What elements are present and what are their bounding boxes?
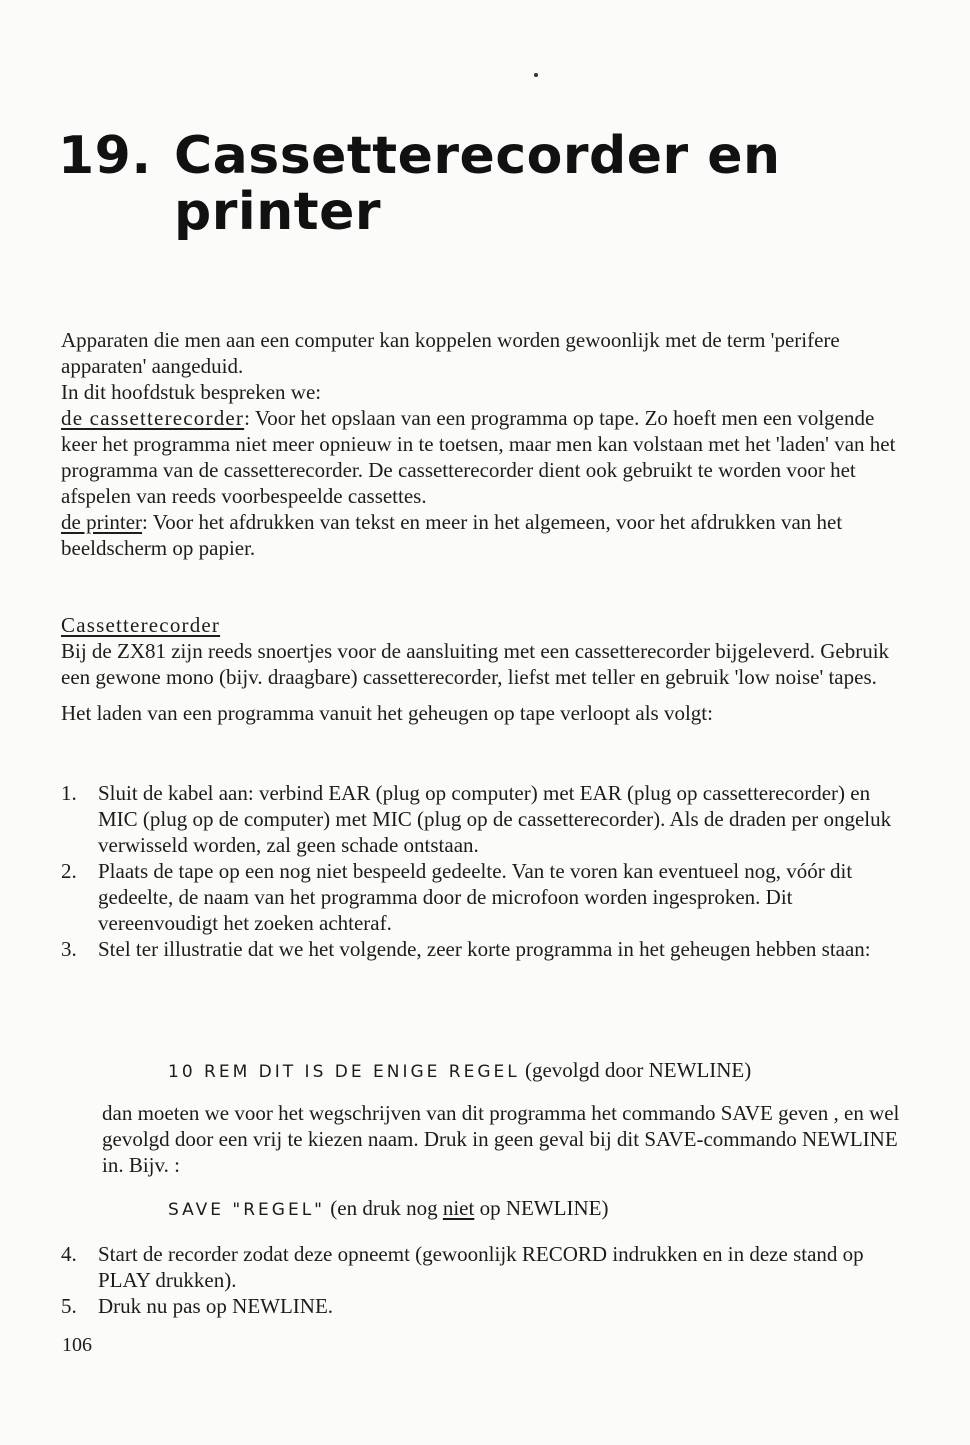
page-number: 106	[62, 1334, 92, 1356]
section-paragraph-2: Het laden van een programma vanuit het geheugen op tape verloopt als volgt:	[61, 701, 713, 725]
code-line: SAVE "REGEL"	[168, 1200, 326, 1220]
cassette-definition	[61, 405, 901, 509]
step-text: Plaats de tape op een nog niet bespeeld gedeelte. Van te voren kan eventueel nog, vóór dit gedeelte, de naam van het programma door de microfoon worden ingesproken. Dit vereenvoudigt het zoeken achteraf.	[98, 859, 853, 935]
code-note-after: op NEWLINE)	[479, 1196, 609, 1220]
step-number: 3.	[61, 937, 77, 961]
printer-term: de printer	[61, 510, 143, 534]
chapter-title-line2: printer	[174, 182, 381, 242]
code-line: 10 REM DIT IS DE ENIGE REGEL	[168, 1062, 520, 1082]
step-number: 5.	[61, 1294, 77, 1318]
step-number: 2.	[61, 859, 77, 883]
section-heading: Cassetterecorder	[61, 613, 221, 637]
chapter-number: 19.	[58, 126, 152, 186]
intro-block	[61, 327, 901, 561]
printer-definition-text: : Voor het afdrukken van tekst en meer in het algemeen, voor het afdrukken van het beeldscherm op papier.	[61, 510, 843, 560]
print-speck	[534, 73, 538, 77]
cassette-section	[61, 612, 901, 726]
chapter-title-line1: Cassetterecorder en	[174, 126, 781, 186]
chapter-title	[58, 128, 958, 240]
list-item	[61, 1293, 901, 1319]
step-number: 4.	[61, 1242, 77, 1266]
steps-list	[61, 780, 901, 962]
list-item	[61, 1241, 901, 1293]
list-item	[61, 858, 901, 936]
section-paragraph-1: Bij de ZX81 zijn reeds snoertjes voor de aansluiting met een cassetterecorder bijgeleverd. Gebruik een gewone mono (bijv. draagbare) cassetterecorder, liefst met teller en gebruik 'low noise' tapes.	[61, 639, 890, 689]
list-item	[61, 780, 901, 858]
code-note-before: (en druk nog	[330, 1196, 438, 1220]
code-example-2	[168, 1195, 908, 1223]
code-note: (gevolgd door NEWLINE)	[524, 1058, 752, 1082]
code-example-1	[168, 1057, 908, 1085]
step-text: Druk nu pas op NEWLINE.	[98, 1294, 334, 1318]
step-text: Start de recorder zodat deze opneemt (gewoonlijk RECORD indrukken en in deze stand op PLAY drukken).	[98, 1242, 864, 1292]
step-number: 1.	[61, 781, 77, 805]
step-text: Stel ter illustratie dat we het volgende, zeer korte programma in het geheugen hebben staan:	[98, 937, 871, 961]
code-note-emphasis: niet	[442, 1196, 475, 1220]
step-text: Sluit de kabel aan: verbind EAR (plug op computer) met EAR (plug op cassetterecorder) en MIC (plug op de computer) met MIC (plug op de cassetterecorder). Als de draden per ongeluk verwisseld worden, zal geen schade ontstaan.	[98, 781, 892, 857]
after-code-paragraph: dan moeten we voor het wegschrijven van dit programma het commando SAVE geven , en wel gevolgd door een vrij te kiezen naam. Druk in geen geval bij dit SAVE-commando NEWLINE in. Bijv. :	[102, 1101, 900, 1177]
intro-list-lead: In dit hoofdstuk bespreken we:	[61, 380, 322, 404]
list-item	[61, 936, 901, 962]
cassette-definition-text: : Voor het opslaan van een programma op tape. Zo hoeft men een volgende keer het programma niet meer opnieuw in te toetsen, maar men kan volstaan met het 'laden' van het programma van de cassetterecorder. De cassetterecorder dient ook gebruikt te worden voor het afspelen van reeds voorbespeelde cassettes.	[61, 406, 896, 508]
cassette-term: de cassetterecorder	[61, 406, 245, 430]
intro-paragraph: Apparaten die men aan een computer kan koppelen worden gewoonlijk met de term 'perifere apparaten' aangeduid.	[61, 328, 840, 378]
printer-definition	[61, 509, 901, 561]
steps-list-continued	[61, 1241, 901, 1319]
